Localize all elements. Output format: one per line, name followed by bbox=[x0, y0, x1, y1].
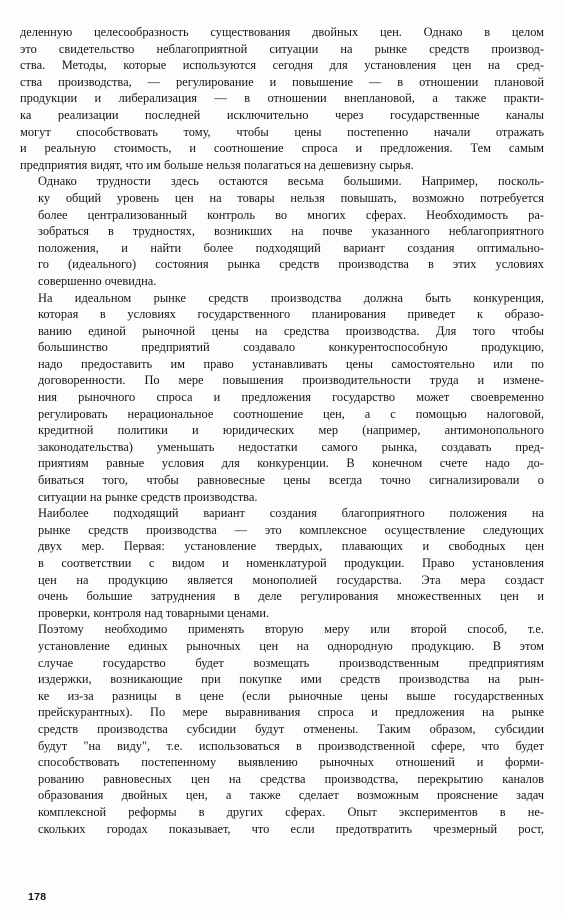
text-line: продукции и либерализация — в отношении внеплановой, а также практи- bbox=[20, 91, 544, 106]
text-line: проверки, контроля над товарными ценами. bbox=[38, 605, 270, 620]
text-line: будут "на виду", т.е. использоваться в производственной сфере, что будет bbox=[38, 738, 544, 753]
text-line: ства. Методы, которые используются сегодня для установления цен на сред- bbox=[20, 58, 544, 73]
text-line: большинство предприятий создавало конкурентоспособную продукцию, bbox=[38, 340, 544, 355]
text-line: регулировать нерациональное соотношение цен, а с помощью налоговой, bbox=[38, 406, 544, 421]
text-line: ванию единой рыночной цены на средства производства. Для того чтобы bbox=[38, 323, 544, 338]
text-line: цен на продукцию является монополией государства. Эта мера создаст bbox=[38, 572, 544, 587]
text-line: кредитной политики и юридических мер (например, антимонопольного bbox=[38, 423, 544, 438]
text-line: способствовать постепенному выявлению рыночных отношений и форми- bbox=[38, 755, 544, 770]
text-line: договоренности. По мере повышения производительности труда и измене- bbox=[38, 373, 544, 388]
text-line: Однако трудности здесь остаются весьма большими. Например, посколь- bbox=[38, 174, 544, 189]
text-line: биваться того, чтобы равновесные цены всегда точно сигнализировали о bbox=[38, 473, 544, 488]
paragraph-2 bbox=[20, 173, 544, 289]
text-line: ке из-за разницы в цене (если рыночные цены выше государственных bbox=[38, 688, 544, 703]
text-line: комплексной реформы в других сферах. Опыт экспериментов в не- bbox=[38, 804, 544, 819]
text-line: прейскурантных). По мере выравнивания спроса и предложения на рынке bbox=[38, 705, 544, 720]
text-line: ку общий уровень цен на товары нельзя повышать, возможно потребуется bbox=[38, 190, 544, 205]
text-line: более централизованный контроль во многих сферах. Необходимость ра- bbox=[38, 207, 544, 222]
text-line: образования двойных цен, а также сделает возможным прояснение задач bbox=[38, 788, 544, 803]
text-line: ства производства, — регулирование и повышение — в отношении плановой bbox=[20, 74, 544, 89]
text-line: деленную целесообразность существования двойных цен. Однако в целом bbox=[20, 25, 544, 39]
text-line: и реальную стоимость, и соотношение спроса и предложения. Тем самым bbox=[20, 141, 544, 156]
text-line: ситуации на рынке средств производства. bbox=[38, 489, 258, 504]
page-number: 178 bbox=[28, 891, 47, 903]
text-line: предприятия видят, что им больше нельзя полагаться на дешевизну сырья. bbox=[20, 157, 414, 172]
text-line: ния рыночного спроса и предложения государство может своевременно bbox=[38, 390, 544, 405]
text-line: которая в условиях государственного планирования приведет к образо- bbox=[38, 307, 544, 322]
text-line: могут способствовать тому, чтобы цены постепенно начали отражать bbox=[20, 124, 544, 139]
text-line: зобраться в трудностях, возникших на почве указанного неблагоприятного bbox=[38, 224, 544, 239]
paragraph-3 bbox=[20, 290, 544, 506]
body-text bbox=[20, 24, 544, 837]
text-line: издержки, возникающие при покупке ими средств производства на рын- bbox=[38, 672, 544, 687]
text-line: На идеальном рынке средств производства должна быть конкуренция, bbox=[38, 290, 544, 305]
text-line: установление единых рыночных цен на однородную продукцию. В этом bbox=[38, 638, 544, 653]
text-line: положения, и найти более подходящий вариант создания оптимально- bbox=[38, 240, 544, 255]
text-line: совершенно очевидна. bbox=[38, 273, 157, 288]
text-line: в соответствии с видом и номенклатурой продукции. Право установления bbox=[38, 556, 544, 570]
text-line: приятиям равные условия для конкуренции. В конечном счете надо до- bbox=[38, 456, 544, 471]
text-line: рынке средств производства — это комплексное осуществление следующих bbox=[38, 522, 544, 537]
text-line: го (идеального) состояния рынка средств производства в этих условиях bbox=[38, 257, 544, 272]
text-line: Наиболее подходящий вариант создания благоприятного положения на bbox=[38, 506, 544, 521]
paragraph-1 bbox=[20, 24, 544, 173]
text-line: рованию равновесных цен на средства производства, перекрытию каналов bbox=[38, 771, 544, 786]
text-line: законодательства) уменьшать недостатки самого рынка, создавать пред- bbox=[38, 439, 544, 454]
paragraph-4 bbox=[20, 505, 544, 621]
text-line: это свидетельство неблагоприятной ситуации на рынке средств производ- bbox=[20, 41, 544, 56]
text-line: ка реализации последней исключительно через государственные каналы bbox=[20, 107, 544, 122]
text-line: Поэтому необходимо применять вторую меру или второй способ, т.е. bbox=[38, 622, 544, 637]
text-line: двух мер. Первая: установление твердых, плавающих и свободных цен bbox=[38, 539, 544, 554]
text-line: случае государство будет возмещать производственным предприятиям bbox=[38, 655, 544, 670]
text-line: средств производства субсидии будут отменены. Таким образом, субсидии bbox=[38, 721, 544, 736]
text-line: скольких городах показывает, что если предотвратить чрезмерный рост, bbox=[38, 821, 544, 836]
text-line: надо предоставить им право устанавливать цены самостоятельно или по bbox=[38, 356, 544, 371]
text-line: очень большие затруднения в деле регулирования множественных цен и bbox=[38, 589, 544, 604]
paragraph-5 bbox=[20, 621, 544, 837]
